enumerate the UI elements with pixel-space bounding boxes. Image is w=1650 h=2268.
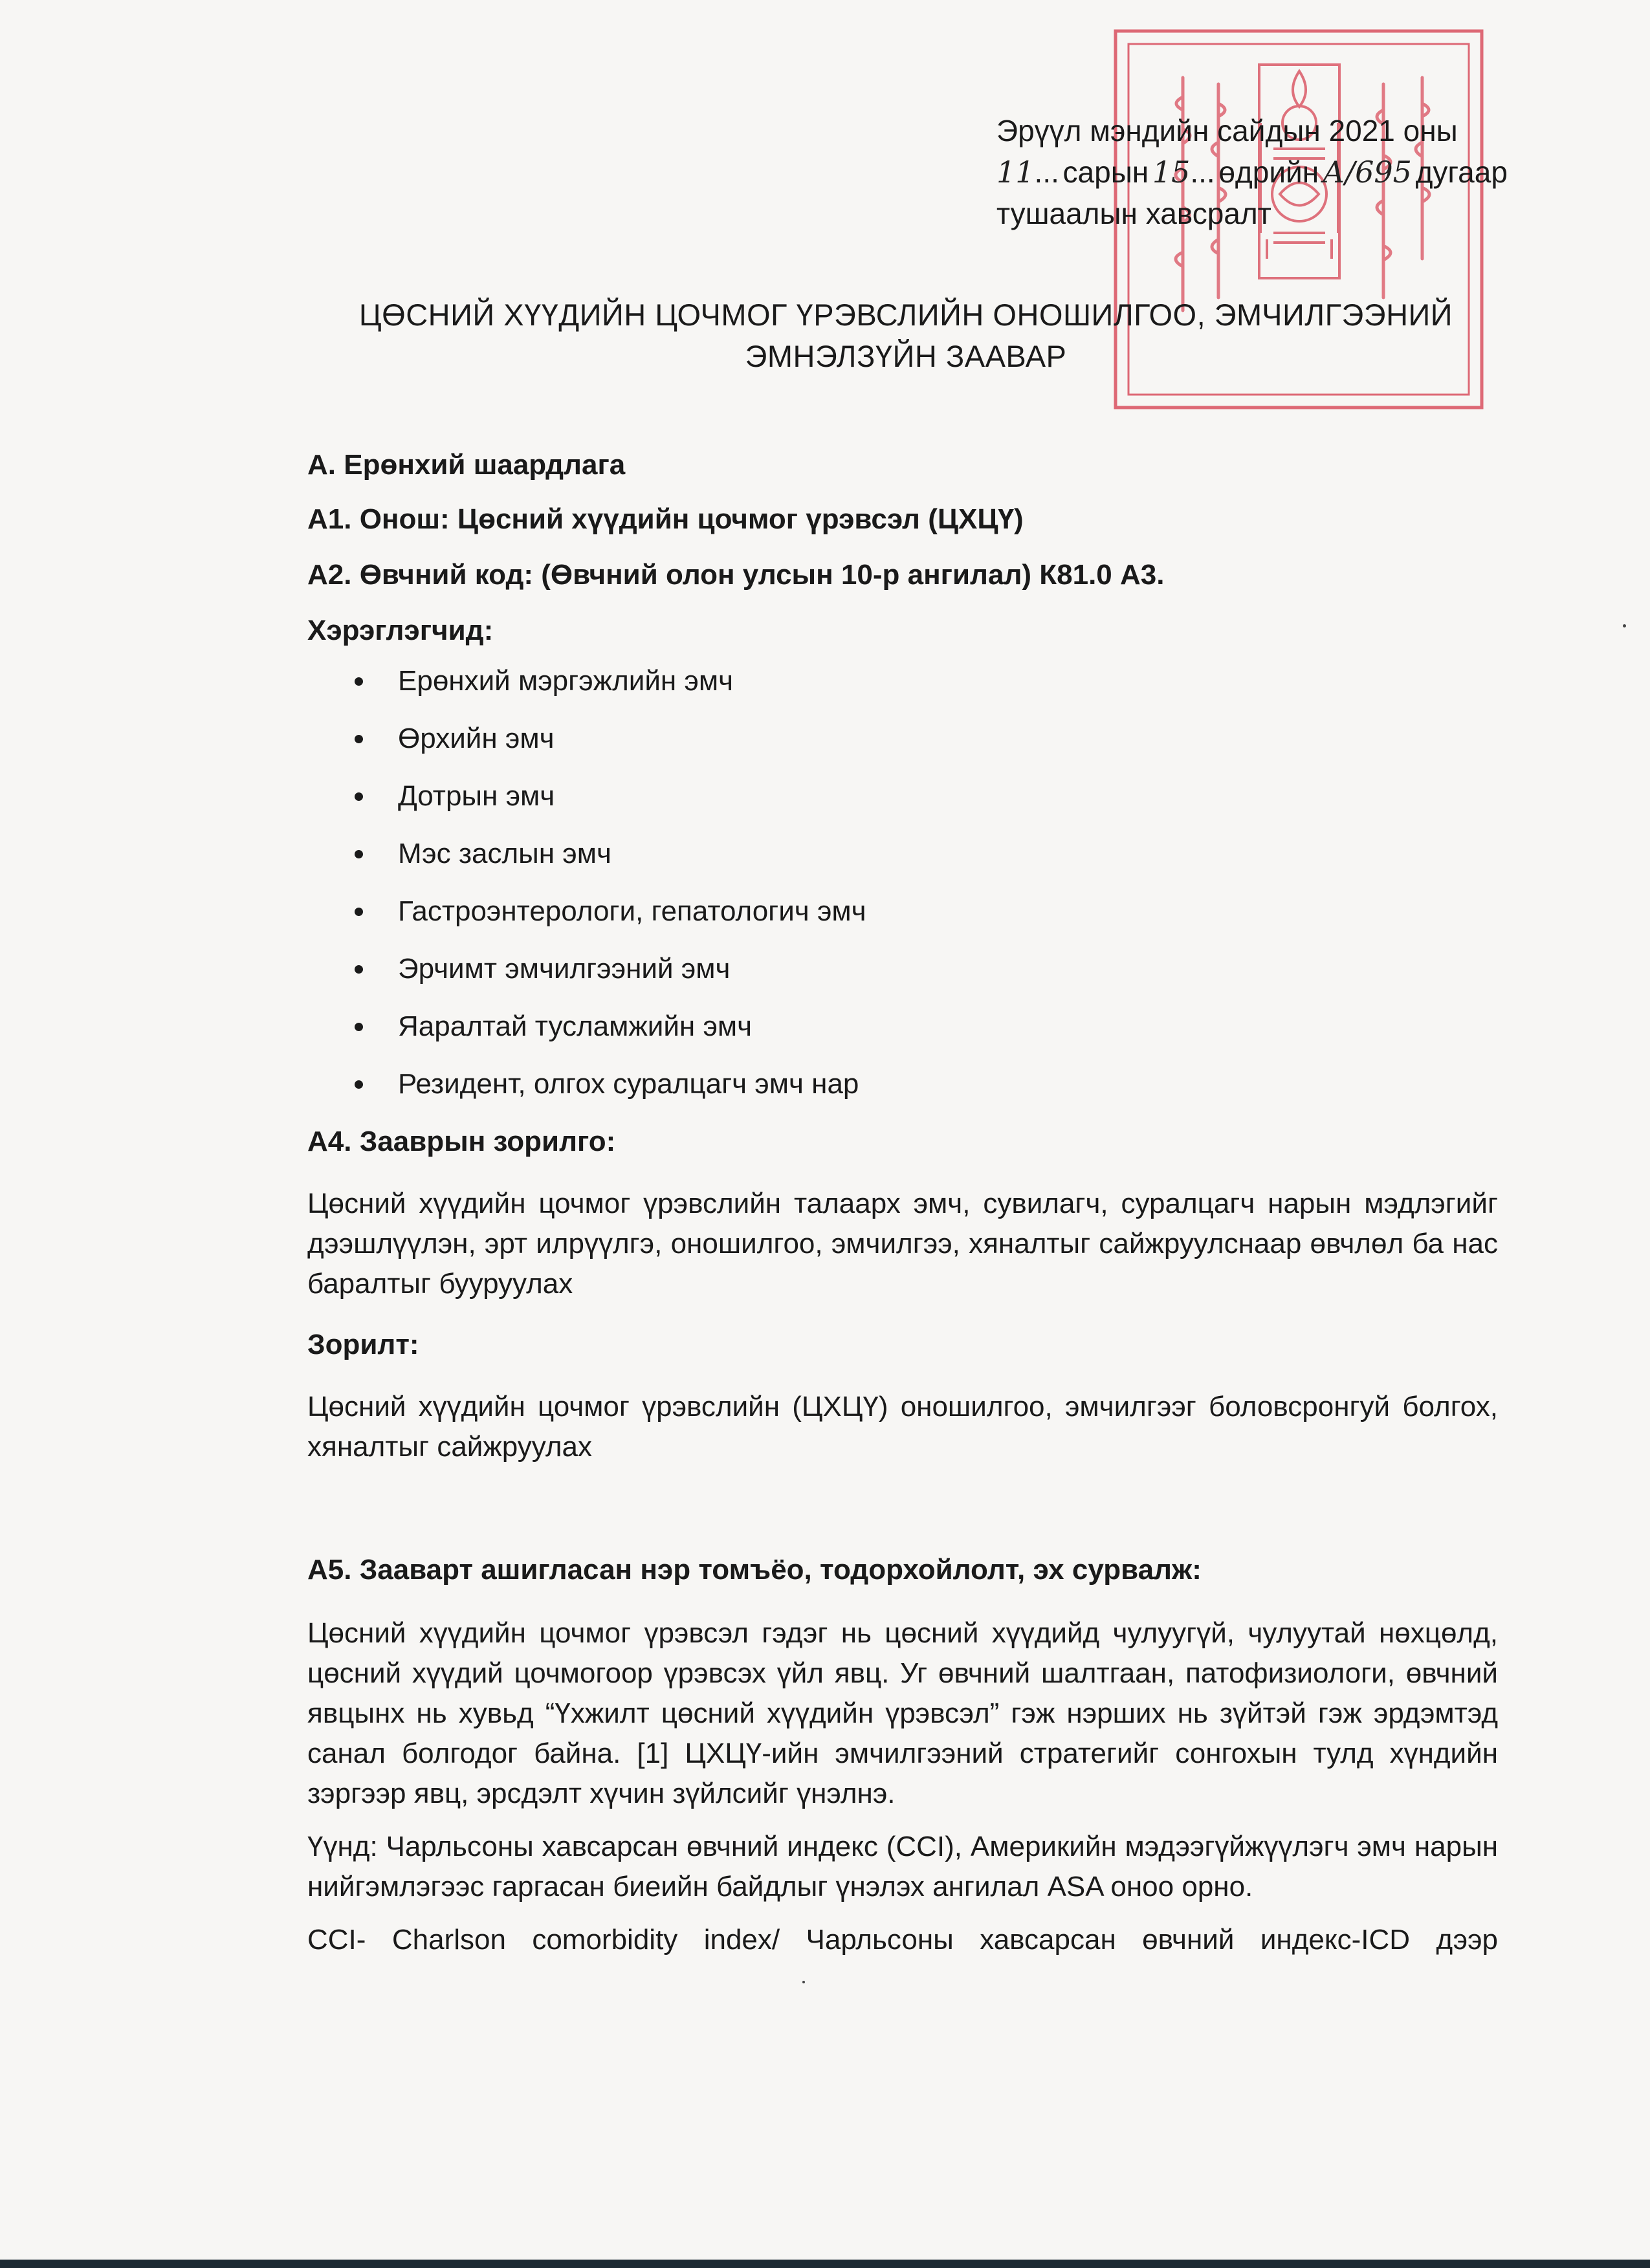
- users-list: [307, 662, 1498, 1103]
- day-label: өдрийн: [1218, 155, 1319, 189]
- list-item: Мэс заслын эмч: [307, 835, 1498, 873]
- list-item: Өрхийн эмч: [307, 720, 1498, 758]
- attachment-note-line-2: [996, 151, 1508, 193]
- attachment-note: [996, 110, 1508, 234]
- list-item: Ерөнхий мэргэжлийн эмч: [307, 662, 1498, 700]
- handwritten-day: 15: [1152, 155, 1191, 190]
- number-label: дугаар: [1415, 155, 1508, 189]
- document-body: [307, 446, 1498, 1960]
- list-item: Яаралтай тусламжийн эмч: [307, 1008, 1498, 1045]
- list-item: Гастроэнтерологи, гепатологич эмч: [307, 893, 1498, 930]
- month-label: сарын: [1062, 155, 1149, 189]
- objective-heading: Зорилт:: [307, 1329, 419, 1360]
- month-field: [996, 151, 1059, 193]
- day-field: [1152, 151, 1215, 193]
- day-dots: ...: [1190, 155, 1215, 189]
- list-item: Дотрын эмч: [307, 778, 1498, 815]
- title-line-1: ЦӨСНИЙ ХҮҮДИЙН ЦОЧМОГ ҮРЭВСЛИЙН ОНОШИЛГОО, ЭМЧИЛГЭЭНИЙ: [358, 298, 1453, 332]
- section-a1-heading: А1. Онош: Цөсний хүүдийн цочмог үрэвсэл (ЦХЦҮ): [307, 503, 1024, 535]
- month-dots: ...: [1034, 155, 1059, 189]
- section-a2-heading: А2. Өвчний код: (Өвчний олон улсын 10-р ангилал) К81.0 А3.: [307, 559, 1165, 591]
- list-item: Резидент, олгох суралцагч эмч нар: [307, 1065, 1498, 1103]
- handwritten-month: 11: [996, 155, 1035, 190]
- handwritten-order-number: А/695: [1322, 155, 1412, 190]
- objective-paragraph: Цөсний хүүдийн цочмог үрэвслийн (ЦХЦҮ) оношилгоо, эмчилгээг боловсронгуй болгох, хяналтыг сайжруулах: [307, 1391, 1498, 1463]
- list-item: Эрчимт эмчилгээний эмч: [307, 950, 1498, 988]
- a4-goal-paragraph: Цөсний хүүдийн цочмог үрэвслийн талаарх эмч, сувилагч, суралцагч нарын мэдлэгийг дээшлүүлэн, эрт илрүүлгэ, оношилгоо, эмчилгээ, хяналтыг сайжруулснаар өвчлөл ба нас баралтыг бууруулах: [307, 1188, 1498, 1300]
- a5-cci-paragraph: CCI- Charlson comorbidity index/ Чарльсоны хавсарсан өвчний индекс-ICD дээр: [307, 1924, 1498, 1956]
- section-a4-heading: А4. Зааврын зорилго:: [307, 1126, 616, 1157]
- document-title: [349, 294, 1462, 377]
- a5-definition-paragraph: Цөсний хүүдийн цочмог үрэвсэл гэдэг нь цөсний хүүдийд чулуугүй, чулуутай нөхцөлд, цөсний хүүдий цочмогоор үрэвсэх үйл явц. Уг өвчний шалтгаан, патофизиологи, өвчний явцынх нь хувьд “Үхжилт цөсний хүүдийн үрэвсэл” гэж нэрших нь зүйтэй гэж эрдэмтэд санал болгодог байна. [1] ЦХЦҮ-ийн эмчилгээний стратегийг сонгохын тулд хүндийн зэргээр явц, эрсдэлт хүчин зүйлсийг үнэлнэ.: [307, 1617, 1498, 1809]
- attachment-note-line-1: Эрүүл мэндийн сайдын 2021 оны: [996, 114, 1458, 147]
- scan-bottom-edge: [0, 2260, 1650, 2268]
- section-a-heading: А. Ерөнхий шаардлага: [307, 449, 626, 481]
- scan-speck: [1623, 624, 1626, 627]
- attachment-note-line-3: тушаалын хавсралт: [996, 197, 1271, 230]
- section-a5-heading: А5. Зааварт ашигласан нэр томъёо, тодорхойлолт, эх сурвалж:: [307, 1554, 1202, 1586]
- a5-indices-paragraph: Үүнд: Чарльсоны хавсарсан өвчний индекс (CCI), Америкийн мэдээгүйжүүлэгч эмч нарын нийгэмлэгээс гаргасан биеийн байдлыг үнэлэх ангилал ASA оноо орно.: [307, 1831, 1498, 1903]
- users-heading: Хэрэглэгчид:: [307, 615, 494, 646]
- title-line-2: ЭМНЭЛЗҮЙН ЗААВАР: [745, 339, 1067, 373]
- scan-speck: [802, 1981, 805, 1983]
